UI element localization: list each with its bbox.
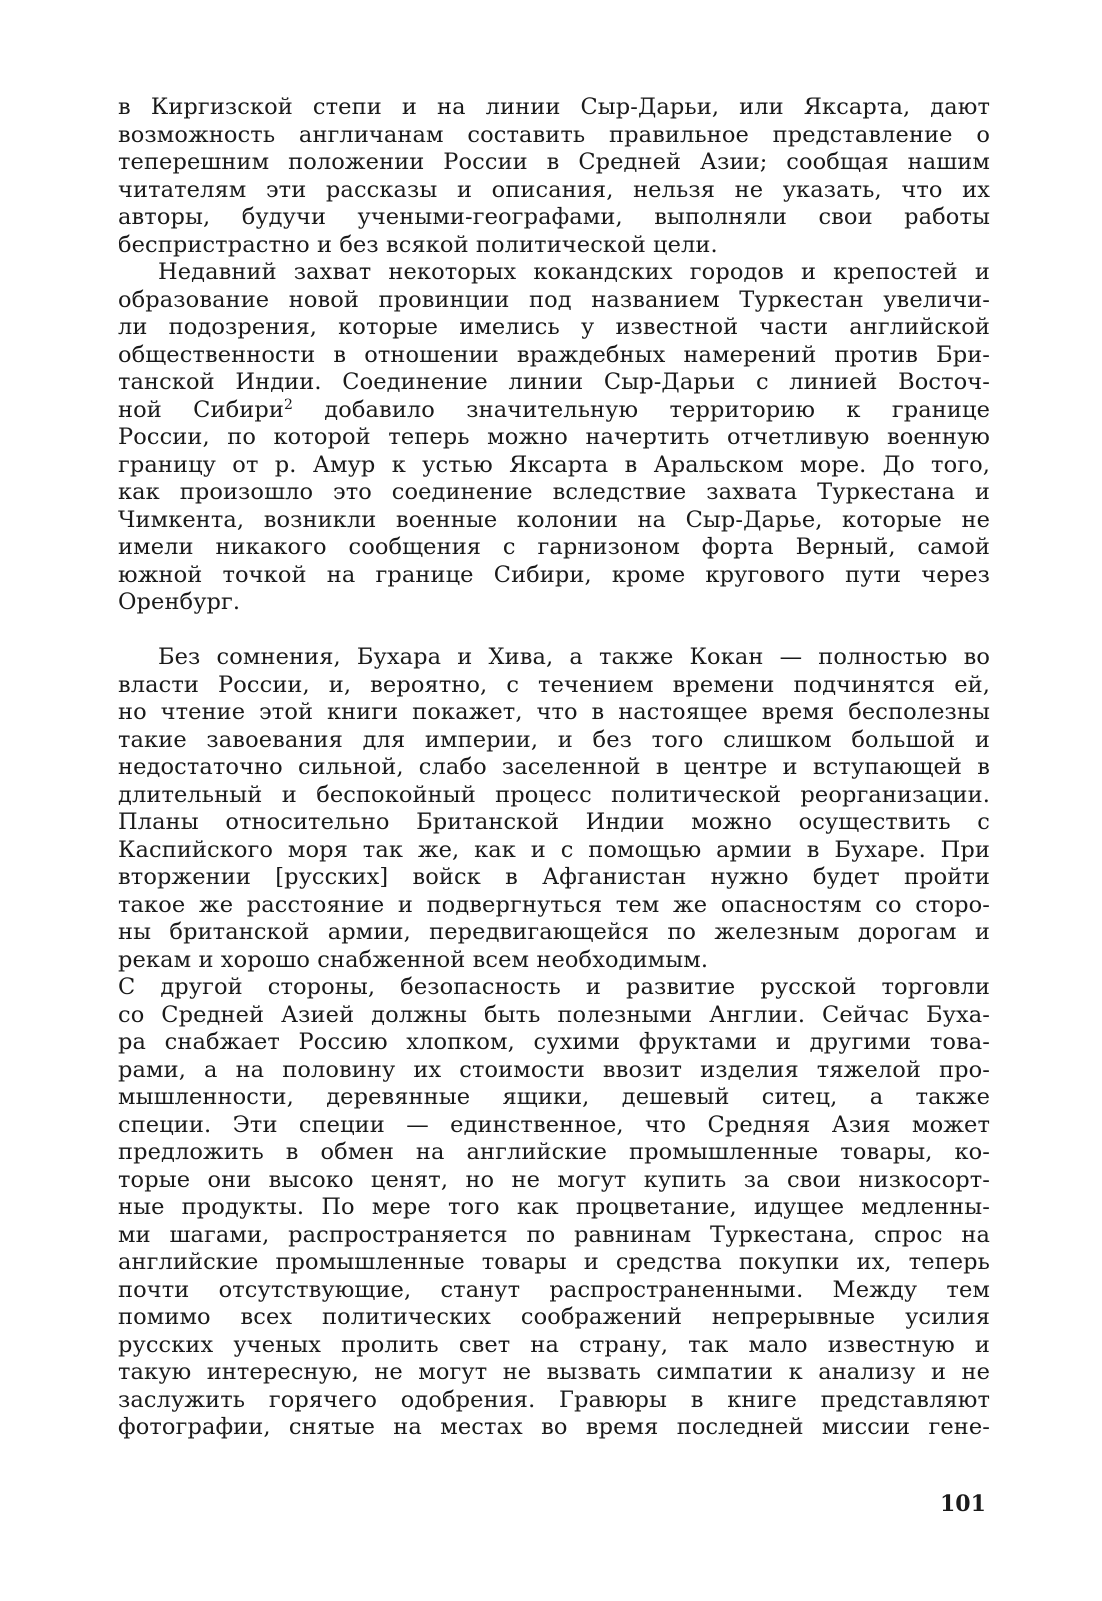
text-line: ны британской армии, передвигающейся по железным дорогам и: [118, 919, 990, 945]
text-line: Каспийского моря так же, как и с помощью армии в Бухаре. При: [118, 836, 990, 863]
text-line-with-footnote: [118, 396, 990, 424]
text-line: такое же расстояние и подвергнуться тем же опасностям со сторо-: [118, 891, 990, 918]
text-line: недостаточно сильной, слабо заселенной в центре и вступающей в: [118, 754, 990, 780]
text-line: торые они высоко ценят, но не могут купить за свои низкосорт-: [118, 1166, 990, 1193]
text-line: как произошло это соединение вследствие захвата Туркестана и: [118, 479, 990, 505]
text-line: заслужить горячего одобрения. Гравюры в книге представляют: [118, 1386, 990, 1413]
text-line: русских ученых пролить свет на страну, так мало известную и: [118, 1331, 990, 1358]
text-line: читателям эти рассказы и описания, нельзя не указать, что их: [118, 176, 990, 203]
text-line: длительный и беспокойный процесс политической реорганизации.: [118, 781, 990, 808]
text-line: предложить в обмен на английские промышленные товары, ко-: [118, 1139, 990, 1165]
text-line: беспристрастно и без всякой политической цели.: [118, 231, 718, 258]
paragraph-first-line: Недавний захват некоторых кокандских городов и крепостей и: [158, 259, 990, 285]
text-line: рами, а на половину их стоимости ввозит изделия тяжелой про-: [118, 1056, 990, 1083]
text-line: южной точкой на границе Сибири, кроме кругового пути через: [118, 561, 990, 588]
text-line: Оренбург.: [118, 589, 241, 615]
text-segment: добавило значительную территорию к границе: [292, 396, 990, 423]
text-line: ные продукты. По мере того как процветание, идущее медленны-: [118, 1194, 990, 1220]
text-line: возможность англичанам составить правильное представление о: [118, 121, 990, 148]
text-line: рекам и хорошо снабженной всем необходимым.: [118, 946, 709, 973]
page-number: 101: [940, 1491, 986, 1517]
text-line: ра снабжает Россию хлопком, сухими фруктами и другими това-: [118, 1029, 990, 1055]
text-line: такую интересную, не могут не вызвать симпатии к анализу и не: [118, 1359, 990, 1385]
text-line: такие завоевания для империи, и без того слишком большой и: [118, 726, 990, 753]
paragraph-first-line: С другой стороны, безопасность и развитие русской торговли: [118, 974, 990, 1000]
text-segment: ной Сибири: [118, 396, 284, 423]
text-line: танской Индии. Соединение линии Сыр-Дарьи с линией Восточ-: [118, 369, 990, 395]
text-line: авторы, будучи учеными-географами, выполняли свои работы: [118, 204, 990, 230]
text-line: со Средней Азией должны быть полезными Англии. Сейчас Буха-: [118, 1001, 990, 1028]
text-line: помимо всех политических соображений непрерывные усилия: [118, 1304, 990, 1330]
text-line: мышленности, деревянные ящики, дешевый ситец, а также: [118, 1084, 990, 1110]
text-line: ли подозрения, которые имелись у известной части английской: [118, 314, 990, 340]
paragraph-first-line: Без сомнения, Бухара и Хива, а также Кокан — полностью во: [158, 644, 990, 670]
text-line: ми шагами, распространяется по равнинам Туркестана, спрос на: [118, 1221, 990, 1248]
text-line: фотографии, снятые на местах во время последней миссии гене-: [118, 1414, 990, 1440]
document-page: [118, 93, 990, 1593]
text-line: образование новой провинции под названием Туркестан увеличи-: [118, 286, 990, 313]
text-line: почти отсутствующие, станут распространенными. Между тем: [118, 1276, 990, 1303]
text-line: Чимкента, возникли военные колонии на Сыр-Дарье, которые не: [118, 506, 990, 533]
text-line: английские промышленные товары и средства покупки их, теперь: [118, 1249, 990, 1275]
text-line: но чтение этой книги покажет, что в настоящее время бесполезны: [118, 699, 990, 725]
text-line: России, по которой теперь можно начертить отчетливую военную: [118, 424, 990, 450]
text-line: специи. Эти специи — единственное, что Средняя Азия может: [118, 1111, 990, 1138]
footnote-marker: 2: [283, 396, 293, 413]
text-line: общественности в отношении враждебных намерений против Бри-: [118, 341, 990, 368]
text-line: границу от р. Амур к устью Яксарта в Аральском море. До того,: [118, 451, 990, 478]
text-line: вторжении [русских] войск в Афганистан нужно будет пройти: [118, 864, 990, 890]
text-line: в Киргизской степи и на линии Сыр-Дарьи, или Яксарта, дают: [118, 94, 990, 120]
text-line: имели никакого сообщения с гарнизоном форта Верный, самой: [118, 534, 990, 560]
text-line: Планы относительно Британской Индии можно осуществить с: [118, 809, 990, 835]
text-line: теперешним положении России в Средней Азии; сообщая нашим: [118, 149, 990, 175]
text-line: власти России, и, вероятно, с течением времени подчинятся ей,: [118, 671, 990, 698]
